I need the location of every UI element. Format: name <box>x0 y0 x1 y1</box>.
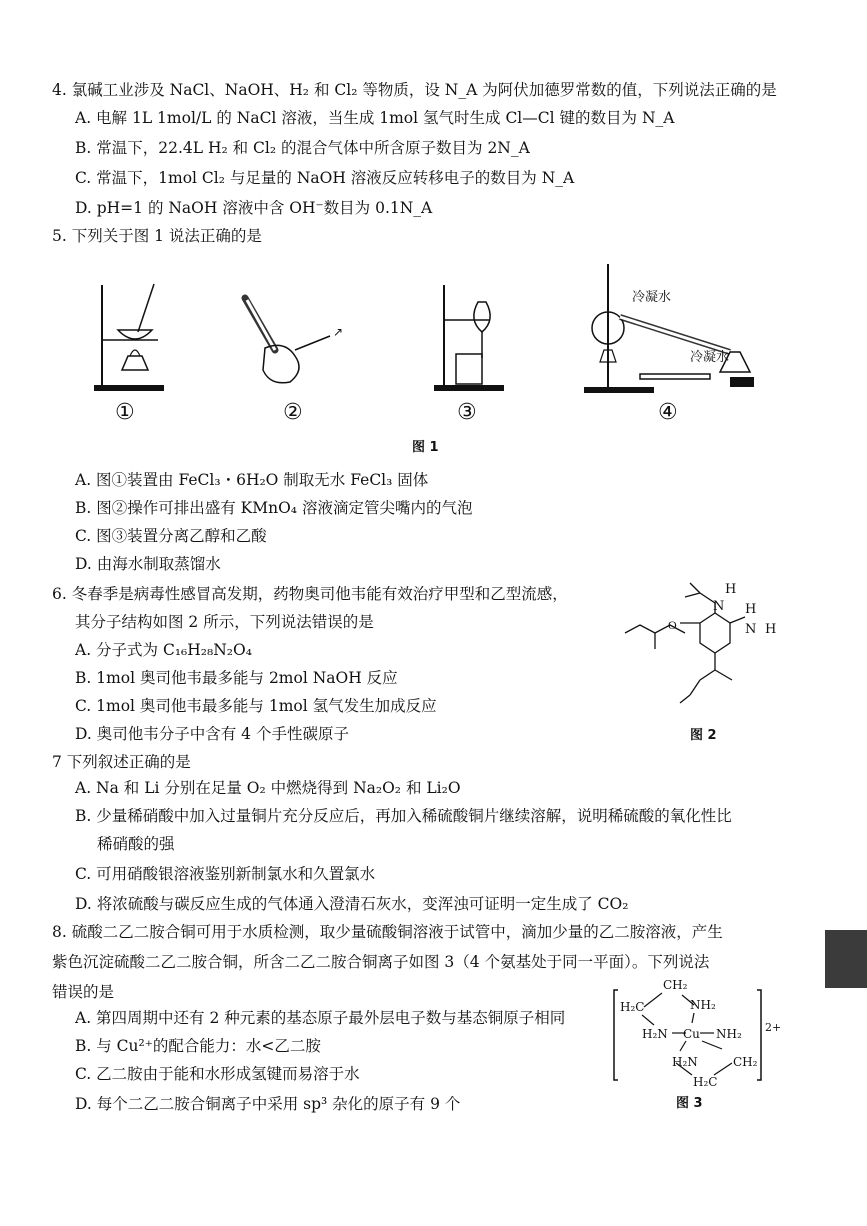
apparatus-4-distillation-illustration <box>580 262 765 397</box>
figure1-label-1: ① <box>115 400 135 425</box>
condenser-water-inlet-label: 冷凝水 <box>690 350 730 365</box>
q6-option-a: A. 分子式为 C₁₆H₂₈N₂O₄ <box>75 641 252 659</box>
q8-option-a: A. 第四周期中还有 2 种元素的基态原子最外层电子数与基态铜原子相同 <box>75 1009 566 1027</box>
figure1-label-4: ④ <box>658 400 678 425</box>
q7-option-a: A. Na 和 Li 分别在足量 O₂ 中燃烧得到 Na₂O₂ 和 Li₂O <box>75 779 461 797</box>
q8-stem-line3: 错误的是 <box>52 983 115 1001</box>
page-edge-tab-marker <box>825 930 867 988</box>
q5-stem: 5. 下列关于图 1 说法正确的是 <box>52 227 262 245</box>
q5-option-c: C. 图③装置分离乙醇和乙酸 <box>75 527 267 545</box>
oseltamivir-amine-n-label: N <box>745 622 757 637</box>
q8-option-c: C. 乙二胺由于能和水形成氢键而易溶于水 <box>75 1065 360 1083</box>
oseltamivir-amide-n-label: N <box>713 599 725 614</box>
q8-option-b: B. 与 Cu²⁺的配合能力：水<乙二胺 <box>75 1037 321 1055</box>
q7-option-c: C. 可用硝酸银溶液鉴别新制氯水和久置氯水 <box>75 865 376 883</box>
figure3-caption: 图 3 <box>676 1096 703 1111</box>
oseltamivir-amide-h-label: H <box>725 582 737 597</box>
q6-stem-line2: 其分子结构如图 2 所示，下列说法错误的是 <box>75 613 374 631</box>
q6-option-c: C. 1mol 奥司他韦最多能与 1mol 氢气发生加成反应 <box>75 697 437 715</box>
svg-text:O: O <box>668 618 677 632</box>
oseltamivir-structure-diagram <box>620 575 790 725</box>
q6-option-b: B. 1mol 奥司他韦最多能与 2mol NaOH 反应 <box>75 669 398 687</box>
figure1-label-3: ③ <box>457 400 477 425</box>
q6-stem-line1: 6. 冬春季是病毒性感冒高发期，药物奥司他韦能有效治疗甲型和乙型流感， <box>52 585 568 603</box>
complex-top-ch2-label: CH₂ <box>663 978 688 992</box>
q8-stem-line2: 紫色沉淀硫酸二乙二胺合铜，所含二乙二胺合铜离子如图 3（4 个氨基处于同一平面）。下列说法 <box>52 953 710 971</box>
complex-left-h2n-label: H₂N <box>642 1027 668 1041</box>
q4-option-a: A. 电解 1L 1mol/L 的 NaCl 溶液，当生成 1mol 氢气时生成 Cl—Cl 键的数目为 N_A <box>75 109 675 127</box>
q5-option-b: B. 图②操作可排出盛有 KMnO₄ 溶液滴定管尖嘴内的气泡 <box>75 499 473 517</box>
complex-top-nh2-label: NH₂ <box>690 998 716 1012</box>
oseltamivir-amine-h-right-label: H <box>765 622 777 637</box>
complex-top-h2c-label: H₂C <box>620 1000 645 1014</box>
complex-bottom-h2n-label: H₂N <box>672 1055 698 1069</box>
apparatus-1-evaporation-illustration <box>90 280 170 395</box>
q7-option-b-line1: B. 少量稀硝酸中加入过量铜片充分反应后，再加入稀硫酸铜片继续溶解，说明稀硫酸的氧化性比 <box>75 807 732 825</box>
svg-text:↗: ↗ <box>333 325 344 339</box>
q4-option-b: B. 常温下，22.4L H₂ 和 Cl₂ 的混合气体中所含原子数目为 2N_A <box>75 139 530 157</box>
q7-option-b-line2: 稀硝酸的强 <box>97 835 175 853</box>
condenser-water-outlet-label: 冷凝水 <box>632 290 672 305</box>
apparatus-2-burette-illustration <box>235 290 355 390</box>
q7-option-d: D. 将浓硫酸与碳反应生成的气体通入澄清石灰水，变浑浊可证明一定生成了 CO₂ <box>75 895 629 913</box>
complex-cu-center-label: Cu <box>683 1027 700 1041</box>
q5-option-a: A. 图①装置由 FeCl₃・6H₂O 制取无水 FeCl₃ 固体 <box>75 471 429 489</box>
figure1-label-2: ② <box>283 400 303 425</box>
q5-option-d: D. 由海水制取蒸馏水 <box>75 555 221 573</box>
q8-option-d: D. 每个二乙二胺合铜离子中采用 sp³ 杂化的原子有 9 个 <box>75 1095 461 1113</box>
q4-stem: 4. 氯碱工业涉及 NaCl、NaOH、H₂ 和 Cl₂ 等物质，设 N_A 为阿伏加德罗常数的值，下列说法正确的是 <box>52 81 777 99</box>
complex-ion-charge: 2+ <box>765 1021 782 1034</box>
figure2-caption: 图 2 <box>690 728 717 743</box>
complex-bottom-ch2-label: CH₂ <box>733 1055 758 1069</box>
apparatus-3-separatory-funnel-illustration <box>430 280 510 395</box>
q7-stem: 7 下列叙述正确的是 <box>52 753 191 771</box>
oseltamivir-amine-h-top-label: H <box>745 602 757 617</box>
q8-stem-line1: 8. 硫酸二乙二胺合铜可用于水质检测，取少量硫酸铜溶液于试管中，滴加少量的乙二胺溶液，产生 <box>52 923 723 941</box>
q4-option-d: D. pH=1 的 NaOH 溶液中含 OH⁻数目为 0.1N_A <box>75 199 433 217</box>
complex-bottom-h2c-label: H₂C <box>693 1075 718 1089</box>
q6-option-d: D. 奥司他韦分子中含有 4 个手性碳原子 <box>75 725 349 743</box>
complex-right-nh2-label: NH₂ <box>716 1027 742 1041</box>
figure1-caption: 图 1 <box>412 440 439 455</box>
q4-option-c: C. 常温下，1mol Cl₂ 与足量的 NaOH 溶液反应转移电子的数目为 N_A <box>75 169 575 187</box>
